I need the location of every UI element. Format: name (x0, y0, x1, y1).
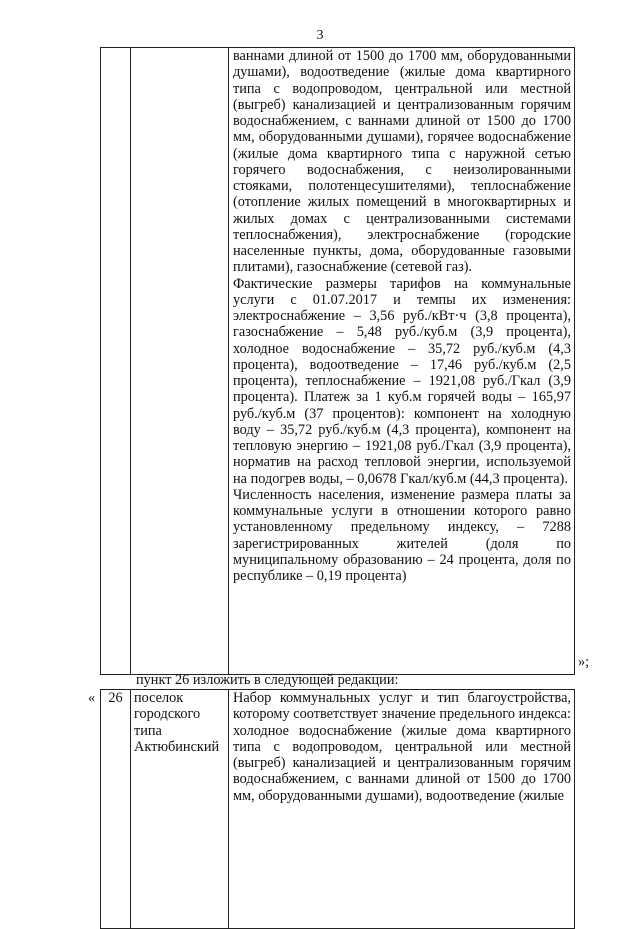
instruction-text: пункт 26 изложить в следующей редакции: (136, 672, 399, 688)
paragraph-tariffs: Фактические размеры тарифов на коммунальные услуги с 01.07.2017 и темпы их изменения: электроснабжение – 3,56 руб./кВт·ч (3,8 процента), газоснабжение – 5,48 руб./куб.м (3,9 процента), холодное водоснабжение – 35,72 руб./куб.м (4,3 процента), водоотведение – 17,46 руб./куб.м (2,5 процента), теплоснабжение – 1921,08 руб./Гкал (3,9 процента). Платеж за 1 куб.м горячей воды – 165,97 руб./куб.м (37 процентов): компонент на холодную воду – 35,72 руб./куб.м (4,3 процента), компонент на тепловую энергию – 1921,08 руб./Гкал (3,9 процента), норматив на расход тепловой энергии, используемой на подогрев воды, – 0,0678 Гкал/куб.м (44,3 процента). (233, 275, 571, 487)
opening-quote: « (88, 690, 96, 706)
place-cell (131, 690, 229, 929)
place-name: поселок городского типа Актюбинский (134, 690, 220, 755)
number-cell (101, 48, 131, 675)
table-continuation (100, 47, 575, 675)
place-cell (131, 48, 229, 675)
description-text: Набор коммунальных услуг и тип благоустройства, которому соответствует значение предельного индекса: холодное водоснабжение (жилые дома квартирного типа с водопроводом, центральной или местной (выгреб) канализацией и централизованным горячим водоснабжением, с ваннами длиной от 1500 до 1700 мм, оборудованными душами), водоотведение (жилые (233, 690, 571, 804)
paragraph-amenities: ваннами длиной от 1500 до 1700 мм, оборудованными душами), водоотведение (жилые дома квартирного типа с водопроводом, центральной или местной (выгреб) канализацией и централизованным горячим водоснабжением, с ваннами длиной от 1500 до 1700 мм, оборудованными душами), горячее водоснабжение (жилые дома квартирного типа с наружной сетью горячего водоснабжения, с неизолированными стояками, полотенцесушителями), теплоснабжение (отопление жилых помещений в многоквартирных и жилых домах с централизованными системами теплоснабжения), электроснабжение (городские населенные пункты, дома, оборудованные газовыми плитами), газоснабжение (сетевой газ). (233, 48, 571, 276)
closing-quote: »; (578, 654, 590, 670)
page-number: 3 (316, 28, 324, 43)
table-item-26 (100, 689, 575, 929)
description-cell (229, 690, 575, 929)
description-cell (229, 48, 575, 675)
number-cell (101, 690, 131, 929)
item-number: 26 (108, 690, 123, 706)
paragraph-population: Численность населения, изменение размера платы за коммунальные услуги в отношении которого равно установленному предельному индексу, – 7288 зарегистрированных жителей (доля по муниципальному образованию – 24 процента, доля по республике – 0,19 процента) (233, 486, 571, 584)
